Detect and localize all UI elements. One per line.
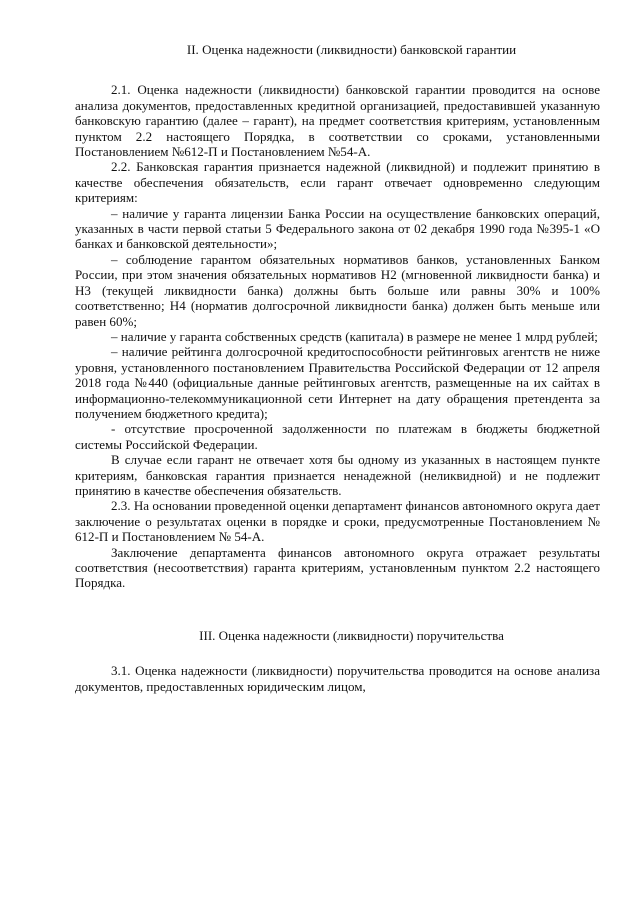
paragraph-2-1: 2.1. Оценка надежности (ликвидности) банковской гарантии проводится на основе анализа документов, предоставленных кредитной организацией, предоставившей указанную банковскую гарантию (далее – гарант), на предмет соответствия критериям, установленным пунктом 2.2 настоящего Порядка, в соответствии со сроками, установленными Постановлением №612-П и Постановлением №54-А. bbox=[75, 82, 600, 160]
criterion-no-debt: - отсутствие просроченной задолженности по платежам в бюджеты бюджетной системы Российской Федерации. bbox=[75, 421, 600, 452]
criterion-rating: – наличие рейтинга долгосрочной кредитоспособности рейтинговых агентств не ниже уровня, установленного постановлением Правительства Российской Федерации от 12 апреля 2018 года №440 (официальные данные рейтинговых агентств, размещенные на их сайтах в информационно-телекоммуникационной сети Интернет на дату обращения претендента за получением бюджетного кредита); bbox=[75, 344, 600, 421]
paragraph-non-compliance: В случае если гарант не отвечает хотя бы одному из указанных в настоящем пункте критериям, банковская гарантия признается ненадежной (неликвидной) и не подлежит принятию в качестве обеспечения обязательств. bbox=[75, 452, 600, 498]
document-page bbox=[75, 42, 600, 694]
criterion-license: – наличие у гаранта лицензии Банка России на осуществление банковских операций, указанных в части первой статьи 5 Федерального закона от 02 декабря 1990 года №395-1 «О банках и банковской деятельности»; bbox=[75, 205, 600, 252]
criterion-capital: – наличие у гаранта собственных средств (капитала) в размере не менее 1 млрд рублей; bbox=[111, 328, 598, 344]
paragraph-2-2: 2.2. Банковская гарантия признается надежной (ликвидной) и подлежит принятию в качестве обеспечения обязательств, если гарант отвечает одновременно следующим критериям: bbox=[75, 159, 600, 206]
paragraph-2-3: 2.3. На основании проведенной оценки департамент финансов автономного округа дает заключение о результатах оценки в порядке и сроки, предусмотренные Постановлением № 612-П и Постановлением № 54-А. bbox=[75, 498, 600, 545]
section-3-heading: III. Оценка надежности (ликвидности) поручительства bbox=[199, 627, 504, 643]
paragraph-3-1: 3.1. Оценка надежности (ликвидности) поручительства проводится на основе анализа документов, предоставленных юридическим лицом, bbox=[75, 663, 600, 694]
section-2-heading: II. Оценка надежности (ликвидности) банковской гарантии bbox=[186, 42, 517, 57]
criterion-norms: – соблюдение гарантом обязательных нормативов банков, установленных Банком России, при этом значения обязательных нормативов Н2 (мгновенной ликвидности банка) и Н3 (текущей ликвидности банка) должны быть больше или равны 30% и 100% соответственно; Н4 (норматив долгосрочной ликвидности банка) должен быть меньше или равен 60%; bbox=[75, 251, 600, 329]
paragraph-conclusion: Заключение департамента финансов автономного округа отражает результаты соответствия (несоответствия) гаранта критериям, установленным пунктом 2.2 настоящего Порядка. bbox=[75, 544, 600, 591]
